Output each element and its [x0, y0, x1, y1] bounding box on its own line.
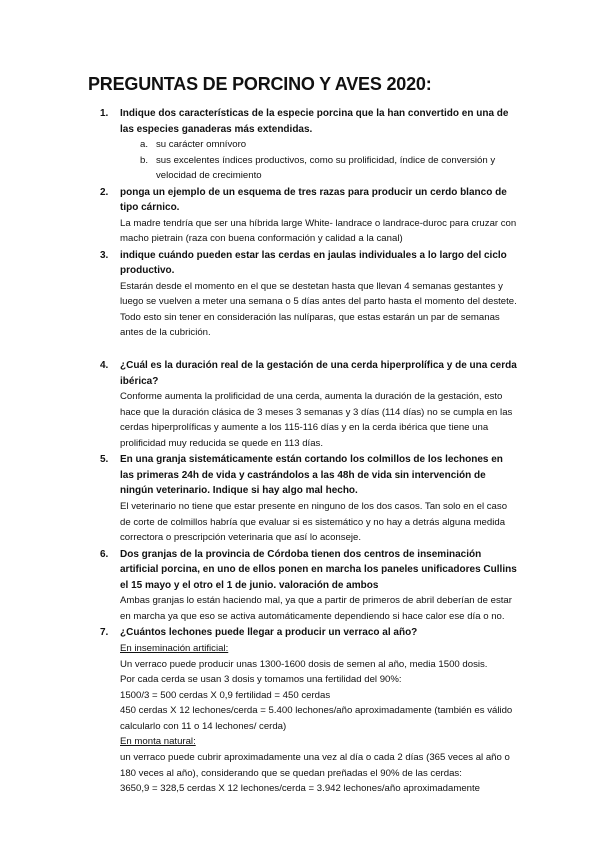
answer-line: Por cada cerda se usan 3 dosis y tomamos una fertilidad del 90%: [120, 674, 402, 686]
answer-text: Estarán desde el momento en el que se destetan hasta que llevan 4 semanas gestantes y luego se vuelven a meter una semana o 5 días antes del parto hasta el momento del destete. [120, 280, 517, 308]
answer-text: La madre tendría que ser una híbrida large White- landrace o landrace-duroc para cruzar con macho pietrain (raza con buena conformación y calidad a la canal) [120, 217, 517, 245]
question-4 [100, 358, 518, 451]
question-number: 4. [100, 360, 109, 372]
answer-line: 3650,9 = 328,5 cerdas X 12 lechones/cerda = 3.942 lechones/año aproximadamente [120, 783, 481, 795]
question-number: 3. [100, 249, 109, 261]
answer-text: Conforme aumenta la prolificidad de una cerda, aumenta la duración de la gestación, esto hace que la duración clásica de 3 meses 3 semanas y 3 días (114 días) no se cumpla en las cerdas hiperprolíficas y aumente a los 115-116 días y en la cerda ibérica que tiene una prolificidad muy reducida se quede en 113 días. [120, 391, 513, 449]
question-text: ponga un ejemplo de un esquema de tres razas para producir un cerdo blanco de tipo cárnico. [120, 186, 507, 213]
spacer [0, 342, 600, 358]
answer-line: 450 cerdas X 12 lechones/cerda = 5.400 lechones/año aproximadamente (también es válido calcularlo con 11 o 14 lechones/ cerda) [120, 705, 513, 732]
page-title: PREGUNTAS DE PORCINO Y AVES 2020: [88, 74, 432, 94]
question-text: Indique dos características de la especie porcina que la han convertido en una de las especies ganaderas más extendidas. [120, 108, 509, 135]
question-2 [100, 185, 518, 247]
question-7 [100, 625, 518, 796]
question-number: 5. [100, 454, 109, 466]
answer-text: Todo esto sin tener en consideración las nulíparas, que estas estarán un par de semanas antes de la cubrición. [120, 311, 500, 339]
question-number: 7. [100, 627, 109, 639]
section-heading: En inseminación artificial: [120, 642, 229, 654]
answer-text: El veterinario no tiene que estar presente en ninguno de los dos casos. Tan solo en el caso de corte de colmillos habría que evaluar si es sistemático y no hay a detrás alguna medida correctora o prescripción veterinaria que así lo aconseje. [120, 500, 508, 544]
question-5 [100, 452, 518, 545]
question-3 [100, 248, 518, 341]
question-6 [100, 547, 518, 625]
question-1 [100, 106, 518, 184]
item-text: sus excelentes índices productivos, como su prolificidad, índice de conversión y velocidad de crecimiento [156, 154, 496, 181]
question-number: 1. [100, 108, 109, 119]
question-text: Dos granjas de la provincia de Córdoba tienen dos centros de inseminación artificial porcina, en uno de ellos ponen en marcha los paneles unificadores Cullins el 15 mayo y el otro el 1 de junio. valoración de ambos [120, 548, 517, 591]
question-text: indique cuándo pueden estar las cerdas en jaulas individuales a lo largo del ciclo productivo. [120, 249, 507, 277]
question-list [0, 106, 600, 798]
answer-line: 1500/3 = 500 cerdas X 0,9 fertilidad = 450 cerdas [120, 689, 331, 701]
section-heading: En monta natural: [120, 736, 196, 748]
question-number: 2. [100, 186, 109, 198]
answer-text: Ambas granjas lo están haciendo mal, ya que a partir de primeros de abril deberían de estar en marcha ya que eso se activa automáticamente dependiendo si hace calor ese día o no. [120, 595, 512, 622]
question-text: ¿Cuántos lechones puede llegar a producir un verraco al año? [120, 627, 418, 639]
answer-line: un verraco puede cubrir aproximadamente una vez al día o cada 2 días (365 veces al año o 180 veces al año), considerando que se quedan preñadas el 90% de las cerdas: [120, 752, 510, 779]
item-text: su carácter omnívoro [156, 139, 247, 150]
question-number: 6. [100, 548, 109, 560]
item-marker: a. [140, 139, 149, 150]
answer-item [140, 153, 518, 184]
answer-item [140, 137, 518, 153]
question-text: En una granja sistemáticamente están cortando los colmillos de los lechones en las primeras 24h de vida y castrándolos a las 48h de vida sin intervención de ningún veterinario. Indique si hay algo mal hecho. [120, 454, 503, 497]
question-text: ¿Cuál es la duración real de la gestación de una cerda hiperprolífica y de una cerda ibérica? [120, 360, 517, 387]
answer-line: Un verraco puede producir unas 1300-1600 dosis de semen al año, media 1500 dosis. [120, 658, 488, 670]
item-marker: b. [140, 154, 149, 166]
